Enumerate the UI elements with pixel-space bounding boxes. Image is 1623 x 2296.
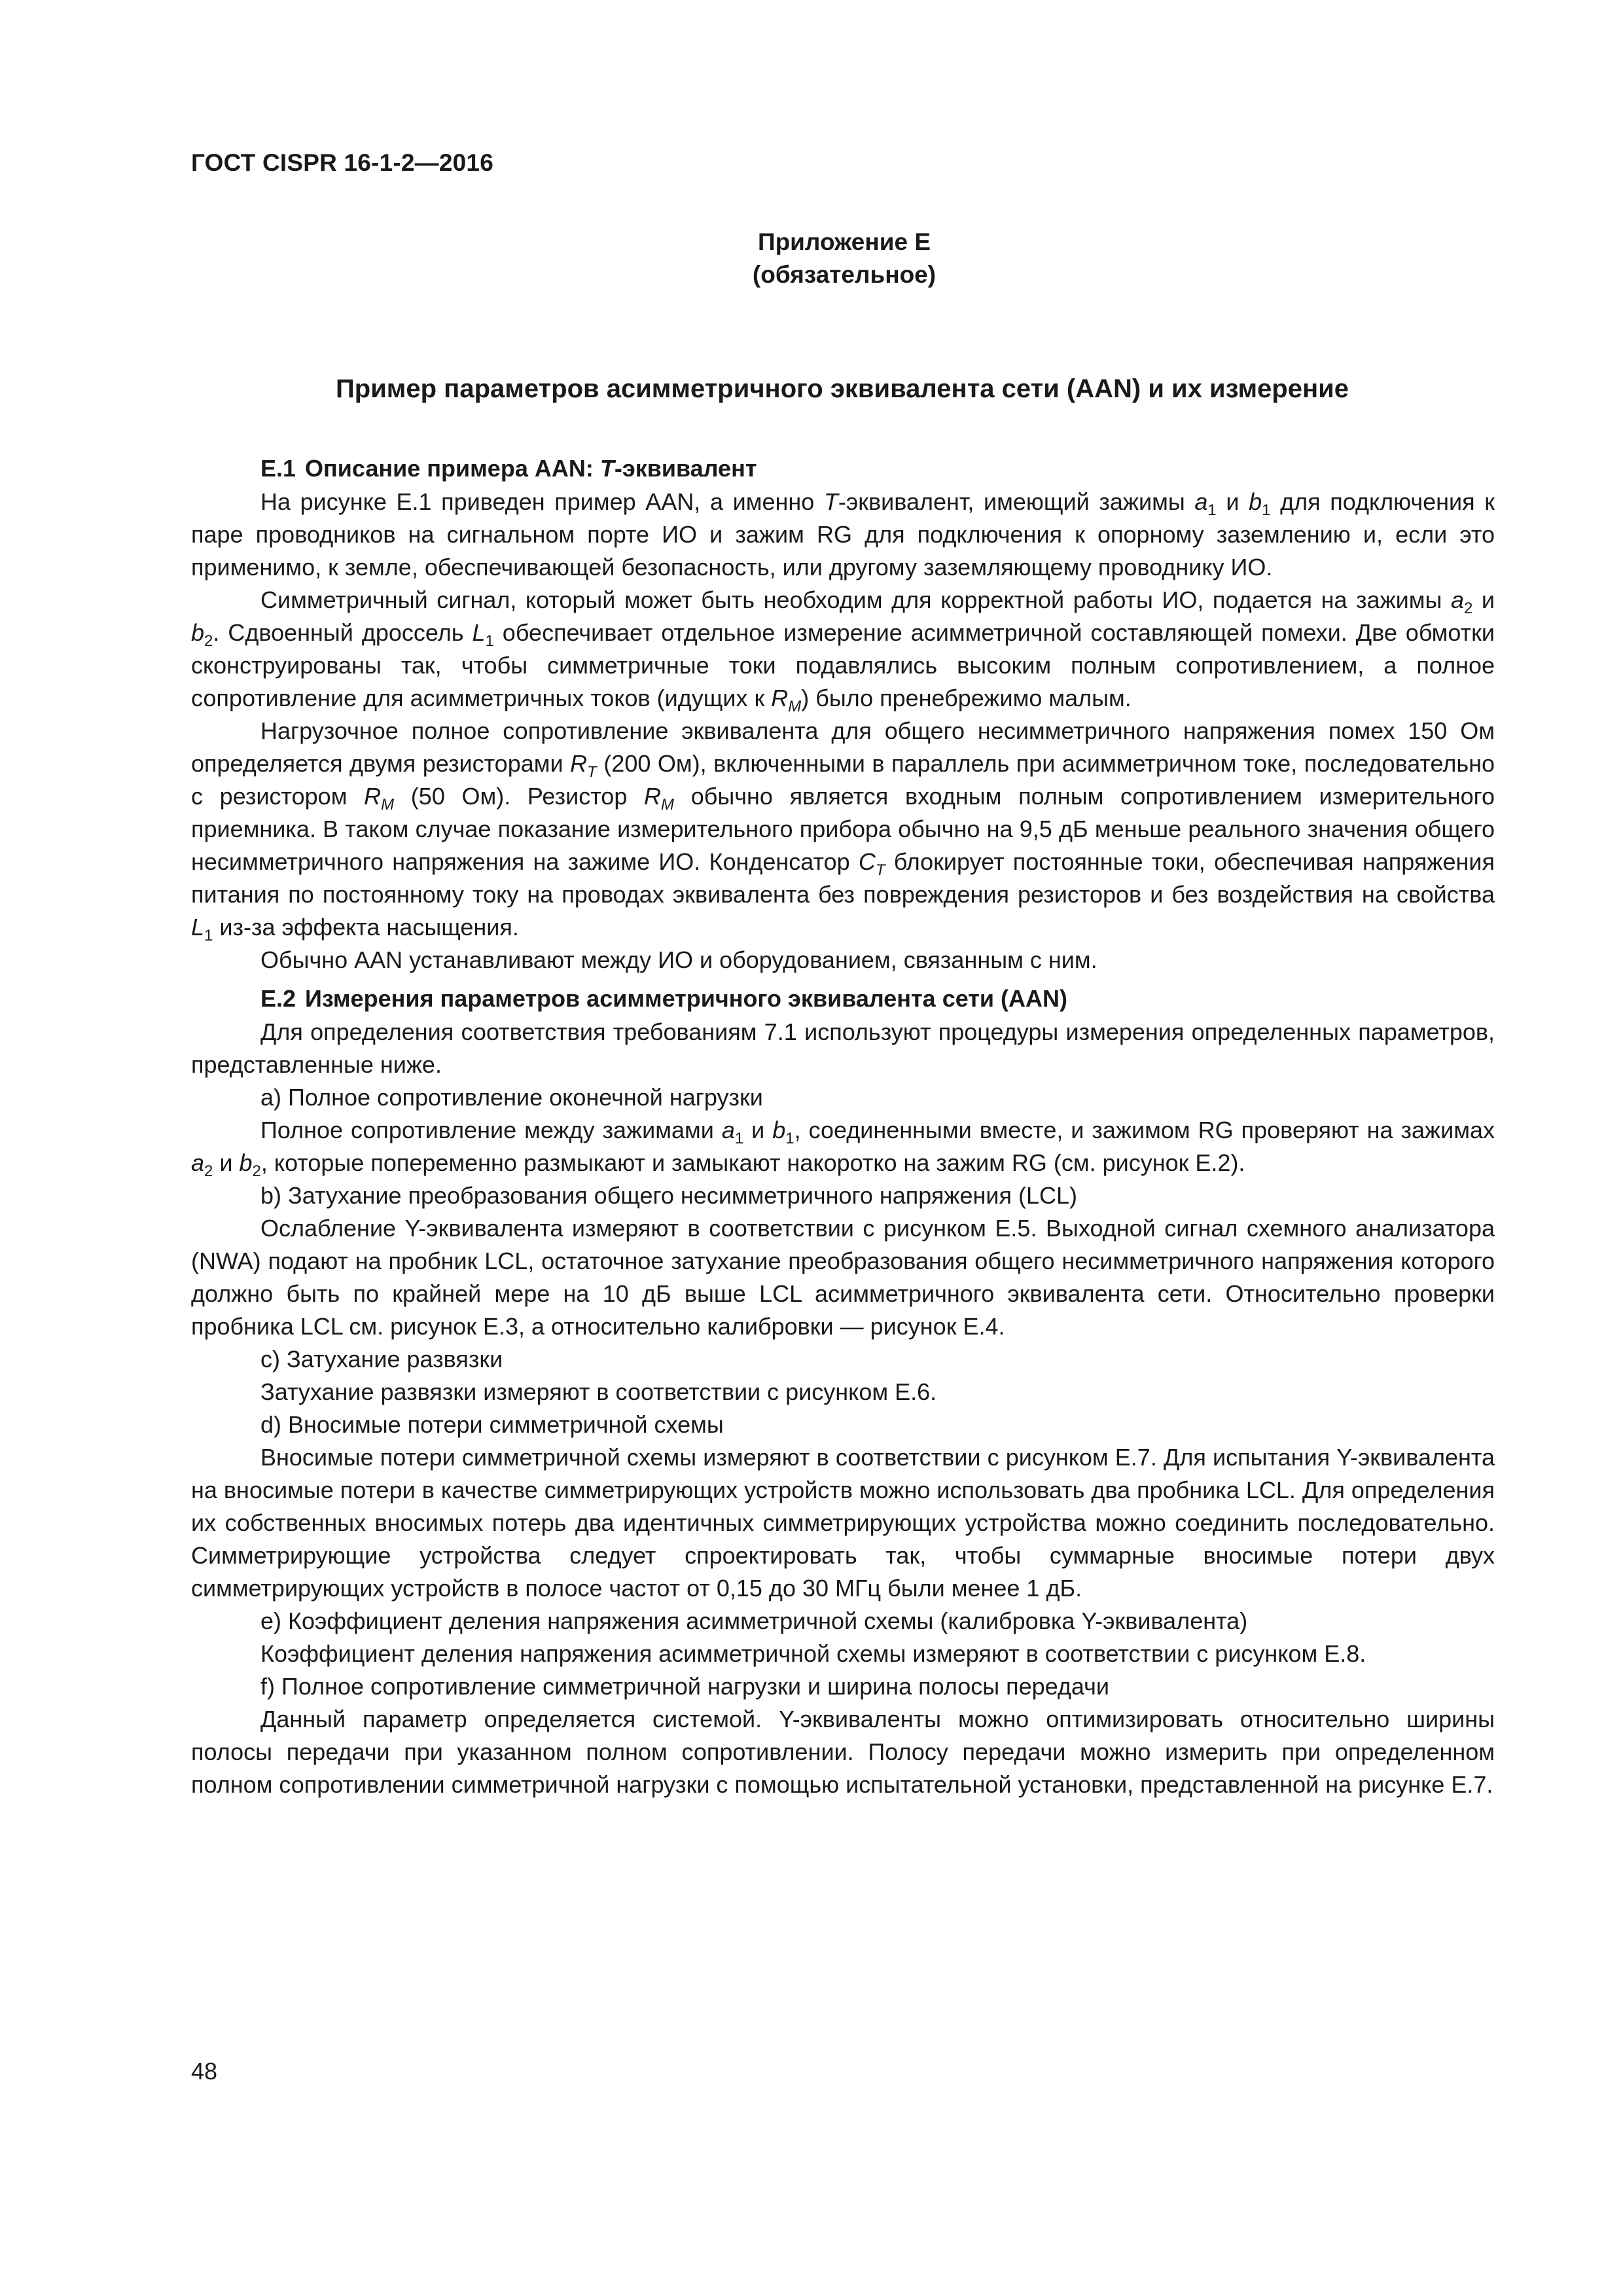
- document-body: [191, 452, 1495, 1801]
- paragraph: Коэффициент деления напряжения асимметричной схемы измеряют в соответствии с рисунком Е.8.: [260, 1640, 1366, 1667]
- appendix-block: [0, 226, 1623, 291]
- list-item-title: f) Полное сопротивление симметричной нагрузки и ширина полосы передачи: [260, 1673, 1110, 1700]
- appendix-title: Приложение Е: [757, 228, 931, 255]
- section-heading-e2: Е.2 Измерения параметров асимметричного эквивалента сети (AAN): [260, 985, 1068, 1012]
- list-item-title: a) Полное сопротивление оконечной нагрузки: [260, 1084, 763, 1111]
- list-item-title: d) Вносимые потери симметричной схемы: [260, 1411, 724, 1438]
- list-item-title: c) Затухание развязки: [260, 1346, 503, 1372]
- appendix-status: (обязательное): [752, 261, 936, 288]
- paragraph: Затухание развязки измеряют в соответствии с рисунком Е.6.: [260, 1378, 937, 1405]
- paragraph: Вносимые потери симметричной схемы измеряют в соответствии с рисунком Е.7. Для испытания Y-эквивалента на вносимые потери в качестве симметрирующих устройств можно использовать два пробника LCL. Для определения их собственных вносимых потерь два идентичных симметрирующих устройства можно соединить последовательно. Симметрирующие устройства следует спроектировать так, чтобы суммарные вносимые потери двух симметрирующих устройств в полосе частот от 0,15 до 30 МГц были менее 1 дБ.: [191, 1444, 1495, 1602]
- section-number: Е.2: [260, 985, 296, 1012]
- section-heading-e1: Е.1 Описание примера AAN: T-эквивалент: [260, 455, 757, 482]
- standard-header: ГОСТ CISPR 16-1-2—2016: [191, 149, 493, 176]
- page-number: 48: [191, 2058, 218, 2085]
- paragraph: Нагрузочное полное сопротивление эквивалента для общего несимметричного напряжения помех 150 Ом определяется двумя резисторами $R_T$ (200 Ом), включенными в параллель при асимметричном токе, последовательно с резистором $R_M$ (50 Ом). Резистор $R_M$ обычно является входным полным сопротивлением измерительного приемника. В таком случае показание измерительного прибора обычно на 9,5 дБ меньше реального значения общего несимметричного напряжения на зажиме ИО. Конденсатор $C_T$ блокирует постоянные токи, обеспечивая напряжения питания по постоянному току на проводах эквивалента без повреждения резисторов и без воздействия на свойства $L_1$ из-за эффекта насыщения.: [191, 717, 1495, 944]
- paragraph: Симметричный сигнал, который может быть необходим для корректной работы ИО, подается на зажимы $a_2$ и $b_2$. Сдвоенный дроссель $L_1$ обеспечивает отдельное измерение асимметричной составляющей помехи. Две обмотки сконструированы так, чтобы симметричные токи подавлялись высоким полным сопротивлением, а полное сопротивление для асимметричных токов (идущих к $R_M$) было пренебрежимо малым.: [191, 586, 1495, 715]
- page-title: Пример параметров асимметричного эквивалента сети (AAN) и их измерение: [336, 374, 1349, 403]
- paragraph: Обычно AAN устанавливают между ИО и оборудованием, связанным с ним.: [260, 946, 1097, 973]
- paragraph: Для определения соответствия требованиям 7.1 используют процедуры измерения определенных параметров, представленные ниже.: [191, 1018, 1495, 1078]
- paragraph: Ослабление Y-эквивалента измеряют в соответствии с рисунком Е.5. Выходной сигнал схемного анализатора (NWA) подают на пробник LCL, остаточное затухание преобразования общего несимметричного напряжения которого должно быть по крайней мере на 10 дБ выше LCL асимметричного эквивалента сети. Относительно проверки пробника LCL см. рисунок Е.3, а относительно калибровки — рисунок Е.4.: [191, 1215, 1495, 1340]
- paragraph: Данный параметр определяется системой. Y-эквиваленты можно оптимизировать относительно ширины полосы передачи при указанном полном сопротивлении. Полосу передачи можно измерить при определенном полном сопротивлении симметричной нагрузки с помощью испытательной установки, представленной на рисунке Е.7.: [191, 1706, 1495, 1798]
- list-item-title: e) Коэффициент деления напряжения асимметричной схемы (калибровка Y-эквивалента): [260, 1607, 1248, 1634]
- list-item-title: b) Затухание преобразования общего несимметричного напряжения (LCL): [260, 1182, 1078, 1209]
- paragraph: На рисунке Е.1 приведен пример AAN, а именно T-эквивалент, имеющий зажимы $a_1$ и $b_1$ для подключения к паре проводников на сигнальном порте ИО и зажим RG для подключения к опорному заземлению и, если это применимо, к земле, обеспечивающей безопасность, или другому заземляющему проводнику ИО.: [191, 488, 1495, 581]
- paragraph: Полное сопротивление между зажимами $a_1$ и $b_1$, соединенными вместе, и зажимом RG проверяют на зажимах $a_2$ и $b_2$, которые попеременно размыкают и замыкают накоротко на зажим RG (см. рисунок Е.2).: [191, 1117, 1495, 1180]
- section-number: Е.1: [260, 455, 296, 482]
